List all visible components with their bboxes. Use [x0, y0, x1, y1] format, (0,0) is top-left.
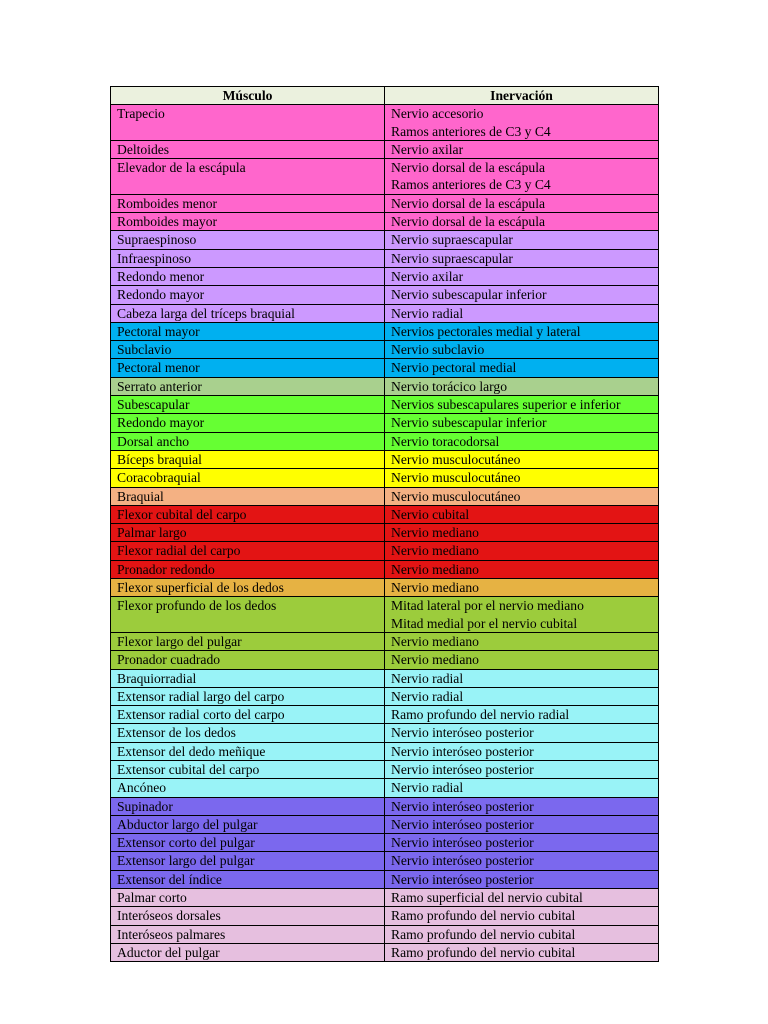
- innervation-line: Nervio pectoral medial: [391, 360, 517, 376]
- innervation-line: Nervio radial: [391, 780, 464, 796]
- table-row: [111, 213, 659, 231]
- table-row: [111, 797, 659, 815]
- innervation-line: Nervio axilar: [391, 141, 464, 157]
- muscle-cell: Trapecio: [111, 105, 385, 141]
- innervation-cell: [385, 105, 659, 141]
- table-row: [111, 579, 659, 597]
- innervation-line: Nervio radial: [391, 305, 464, 321]
- muscle-cell: Dorsal ancho: [111, 432, 385, 450]
- innervation-line: Ramo profundo del nervio cubital: [391, 908, 576, 924]
- innervation-cell: [385, 159, 659, 195]
- innervation-cell: [385, 450, 659, 468]
- innervation-line: Nervio mediano: [391, 543, 479, 559]
- innervation-line: Nervio interóseo posterior: [391, 871, 534, 887]
- muscle-cell: Flexor profundo de los dedos: [111, 597, 385, 633]
- innervation-cell: [385, 231, 659, 249]
- innervation-cell: [385, 760, 659, 778]
- table-row: [111, 524, 659, 542]
- muscle-cell: Extensor del dedo meñique: [111, 742, 385, 760]
- innervation-cell: [385, 524, 659, 542]
- table-row: [111, 487, 659, 505]
- innervation-line: Ramo profundo del nervio radial: [391, 707, 570, 723]
- muscle-cell: Romboides menor: [111, 194, 385, 212]
- table-row: [111, 159, 659, 195]
- innervation-cell: [385, 815, 659, 833]
- muscle-cell: Extensor de los dedos: [111, 724, 385, 742]
- innervation-cell: [385, 943, 659, 961]
- innervation-cell: [385, 140, 659, 158]
- innervation-line: Mitad lateral por el nervio mediano: [391, 598, 584, 614]
- muscle-cell: Deltoides: [111, 140, 385, 158]
- table-row: [111, 943, 659, 961]
- muscle-cell: Extensor del índice: [111, 870, 385, 888]
- innervation-cell: [385, 560, 659, 578]
- table-row: [111, 560, 659, 578]
- innervation-line: Nervio radial: [391, 670, 464, 686]
- muscle-innervation-table: [110, 86, 659, 962]
- muscle-cell: Flexor largo del pulgar: [111, 632, 385, 650]
- innervation-cell: [385, 505, 659, 523]
- muscle-cell: Braquial: [111, 487, 385, 505]
- muscle-cell: Pectoral mayor: [111, 322, 385, 340]
- muscle-cell: Bíceps braquial: [111, 450, 385, 468]
- innervation-line: Nervio interóseo posterior: [391, 761, 534, 777]
- muscle-cell: Extensor radial largo del carpo: [111, 687, 385, 705]
- innervation-line: Nervios subescapulares superior e inferior: [391, 397, 621, 413]
- innervation-line: Nervio musculocutáneo: [391, 470, 521, 486]
- innervation-line: Mitad medial por el nervio cubital: [391, 615, 578, 631]
- innervation-line: Nervio interóseo posterior: [391, 798, 534, 814]
- innervation-cell: [385, 213, 659, 231]
- table-row: [111, 907, 659, 925]
- muscle-cell: Elevador de la escápula: [111, 159, 385, 195]
- innervation-line: Nervio mediano: [391, 580, 479, 596]
- table-row: [111, 322, 659, 340]
- innervation-cell: [385, 267, 659, 285]
- muscle-cell: Cabeza larga del tríceps braquial: [111, 304, 385, 322]
- innervation-line: Nervio subescapular inferior: [391, 287, 547, 303]
- table-row: [111, 105, 659, 141]
- table-row: [111, 925, 659, 943]
- table-row: [111, 632, 659, 650]
- innervation-cell: [385, 286, 659, 304]
- innervation-cell: [385, 542, 659, 560]
- innervation-line: Nervio accesorio: [391, 106, 484, 122]
- innervation-cell: [385, 925, 659, 943]
- table-row: [111, 687, 659, 705]
- table-row: [111, 651, 659, 669]
- table-row: [111, 140, 659, 158]
- muscle-cell: Flexor cubital del carpo: [111, 505, 385, 523]
- table-header-row: [111, 87, 659, 105]
- table-row: [111, 760, 659, 778]
- innervation-line: Nervio supraescapular: [391, 232, 513, 248]
- table-row: [111, 341, 659, 359]
- innervation-line: Nervio subescapular inferior: [391, 415, 547, 431]
- table-row: [111, 542, 659, 560]
- innervation-line: Nervio musculocutáneo: [391, 488, 521, 504]
- innervation-cell: [385, 432, 659, 450]
- muscle-cell: Infraespinoso: [111, 249, 385, 267]
- muscle-cell: Supinador: [111, 797, 385, 815]
- innervation-cell: [385, 889, 659, 907]
- muscle-cell: Pronador cuadrado: [111, 651, 385, 669]
- innervation-cell: [385, 797, 659, 815]
- table-row: [111, 414, 659, 432]
- table-row: [111, 267, 659, 285]
- muscle-cell: Extensor largo del pulgar: [111, 852, 385, 870]
- table-row: [111, 432, 659, 450]
- innervation-cell: [385, 742, 659, 760]
- muscle-cell: Braquiorradial: [111, 669, 385, 687]
- innervation-line: Nervio axilar: [391, 268, 464, 284]
- table-row: [111, 396, 659, 414]
- innervation-line: Ramo profundo del nervio cubital: [391, 944, 576, 960]
- muscle-cell: Interóseos palmares: [111, 925, 385, 943]
- table-row: [111, 377, 659, 395]
- innervation-line: Nervio supraescapular: [391, 250, 513, 266]
- table-row: [111, 852, 659, 870]
- innervation-cell: [385, 632, 659, 650]
- innervation-line: Nervio mediano: [391, 561, 479, 577]
- muscle-cell: Ancóneo: [111, 779, 385, 797]
- innervation-cell: [385, 341, 659, 359]
- innervation-line: Nervio radial: [391, 688, 464, 704]
- innervation-line: Nervio dorsal de la escápula: [391, 195, 545, 211]
- innervation-cell: [385, 579, 659, 597]
- innervation-line: Nervio torácico largo: [391, 378, 508, 394]
- innervation-cell: [385, 396, 659, 414]
- innervation-line: Nervio subclavio: [391, 342, 485, 358]
- table-row: [111, 597, 659, 633]
- column-header-innervation: Inervación: [385, 87, 659, 105]
- innervation-cell: [385, 359, 659, 377]
- muscle-cell: Subescapular: [111, 396, 385, 414]
- innervation-cell: [385, 469, 659, 487]
- muscle-cell: Palmar largo: [111, 524, 385, 542]
- table-row: [111, 304, 659, 322]
- innervation-cell: [385, 687, 659, 705]
- innervation-line: Nervios pectorales medial y lateral: [391, 323, 581, 339]
- innervation-line: Ramo profundo del nervio cubital: [391, 926, 576, 942]
- innervation-line: Nervio interóseo posterior: [391, 816, 534, 832]
- muscle-cell: Redondo mayor: [111, 414, 385, 432]
- innervation-cell: [385, 779, 659, 797]
- table-row: [111, 469, 659, 487]
- innervation-cell: [385, 651, 659, 669]
- table-row: [111, 724, 659, 742]
- table-row: [111, 194, 659, 212]
- innervation-cell: [385, 870, 659, 888]
- muscle-cell: Interóseos dorsales: [111, 907, 385, 925]
- innervation-line: Nervio interóseo posterior: [391, 853, 534, 869]
- muscle-cell: Aductor del pulgar: [111, 943, 385, 961]
- innervation-cell: [385, 724, 659, 742]
- innervation-cell: [385, 487, 659, 505]
- table-row: [111, 889, 659, 907]
- column-header-muscle: Músculo: [111, 87, 385, 105]
- innervation-cell: [385, 194, 659, 212]
- muscle-cell: Palmar corto: [111, 889, 385, 907]
- innervation-line: Nervio interóseo posterior: [391, 743, 534, 759]
- innervation-cell: [385, 597, 659, 633]
- table-row: [111, 706, 659, 724]
- innervation-line: Nervio musculocutáneo: [391, 451, 521, 467]
- muscle-cell: Serrato anterior: [111, 377, 385, 395]
- muscle-cell: Subclavio: [111, 341, 385, 359]
- innervation-line: Nervio mediano: [391, 652, 479, 668]
- innervation-cell: [385, 852, 659, 870]
- muscle-cell: Abductor largo del pulgar: [111, 815, 385, 833]
- innervation-line: Nervio mediano: [391, 525, 479, 541]
- muscle-cell: Extensor cubital del carpo: [111, 760, 385, 778]
- innervation-line: Nervio interóseo posterior: [391, 835, 534, 851]
- table-row: [111, 450, 659, 468]
- muscle-cell: Romboides mayor: [111, 213, 385, 231]
- muscle-cell: Redondo mayor: [111, 286, 385, 304]
- innervation-cell: [385, 377, 659, 395]
- innervation-cell: [385, 907, 659, 925]
- innervation-line: Ramos anteriores de C3 y C4: [391, 123, 551, 139]
- table-row: [111, 505, 659, 523]
- muscle-cell: Coracobraquial: [111, 469, 385, 487]
- muscle-cell: Redondo menor: [111, 267, 385, 285]
- innervation-line: Nervio interóseo posterior: [391, 725, 534, 741]
- muscle-cell: Pronador redondo: [111, 560, 385, 578]
- table-row: [111, 779, 659, 797]
- muscle-cell: Supraespinoso: [111, 231, 385, 249]
- innervation-line: Nervio dorsal de la escápula: [391, 160, 545, 176]
- table-row: [111, 669, 659, 687]
- table-row: [111, 286, 659, 304]
- table-body: [111, 105, 659, 962]
- table-row: [111, 815, 659, 833]
- innervation-cell: [385, 834, 659, 852]
- table-row: [111, 231, 659, 249]
- innervation-line: Nervio cubital: [391, 506, 470, 522]
- innervation-line: Nervio mediano: [391, 633, 479, 649]
- table-row: [111, 249, 659, 267]
- table-row: [111, 359, 659, 377]
- muscle-cell: Pectoral menor: [111, 359, 385, 377]
- table-row: [111, 870, 659, 888]
- muscle-cell: Extensor corto del pulgar: [111, 834, 385, 852]
- table-row: [111, 742, 659, 760]
- innervation-cell: [385, 249, 659, 267]
- innervation-line: Nervio dorsal de la escápula: [391, 214, 545, 230]
- table-row: [111, 834, 659, 852]
- innervation-line: Ramo superficial del nervio cubital: [391, 890, 583, 906]
- innervation-cell: [385, 706, 659, 724]
- innervation-cell: [385, 669, 659, 687]
- innervation-line: Ramos anteriores de C3 y C4: [391, 177, 551, 193]
- muscle-cell: Flexor radial del carpo: [111, 542, 385, 560]
- muscle-cell: Extensor radial corto del carpo: [111, 706, 385, 724]
- innervation-line: Nervio toracodorsal: [391, 433, 500, 449]
- innervation-cell: [385, 414, 659, 432]
- muscle-cell: Flexor superficial de los dedos: [111, 579, 385, 597]
- innervation-cell: [385, 322, 659, 340]
- innervation-cell: [385, 304, 659, 322]
